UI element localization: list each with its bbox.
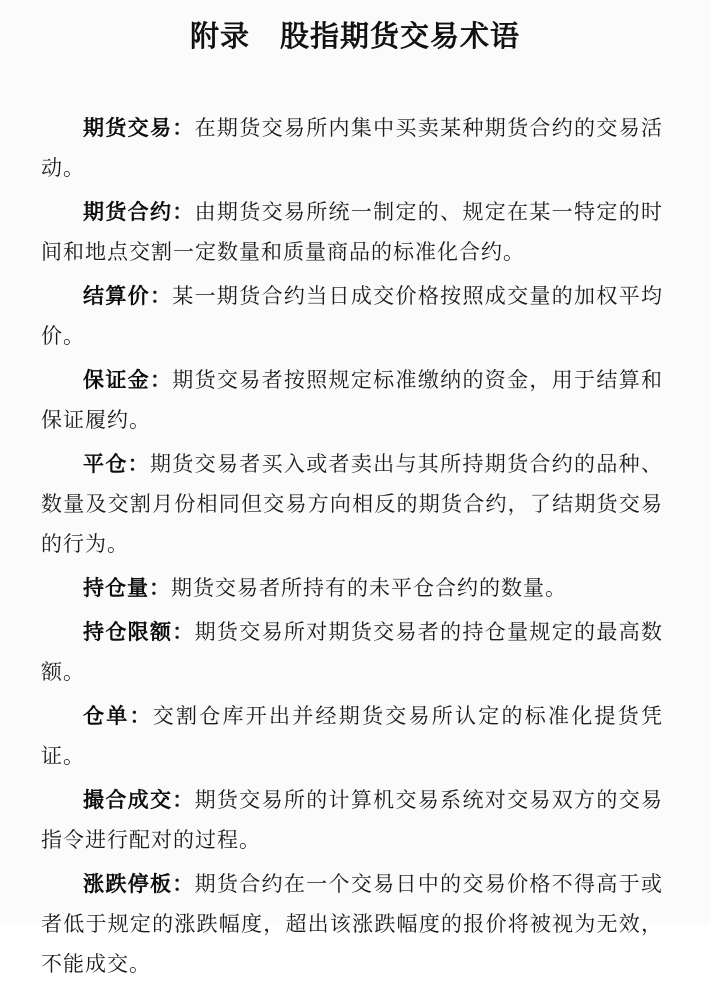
glossary-entry: [41, 192, 663, 272]
glossary-entry: [41, 444, 663, 564]
term-separator: ：: [149, 576, 171, 600]
glossary-entry: [41, 864, 663, 984]
term-separator: ：: [129, 704, 153, 728]
glossary-definition: 期货合约在一个交易日中的交易价格不得高于或者低于规定的涨跌幅度，超出该涨跌幅度的报价将被视为无效，不能成交。: [41, 872, 664, 976]
term-separator: ：: [172, 116, 195, 140]
glossary-definition: 交割仓库开出并经期货交易所认定的标准化提货凭证。: [41, 704, 663, 768]
page-title: 附录 股指期货交易术语: [189, 19, 520, 53]
glossary-term: 撮合成交: [83, 788, 173, 812]
glossary-definition: 在期货交易所内集中买卖某种期货合约的交易活动。: [41, 116, 664, 180]
glossary-definition: 某一期货合约当日成交价格按照成交量的加权平均价。: [41, 284, 664, 348]
glossary-term: 期货合约: [83, 200, 173, 224]
glossary-entry: [41, 108, 663, 188]
term-separator: ：: [149, 284, 173, 308]
term-separator: ：: [127, 452, 150, 476]
glossary-term: 期货交易: [83, 116, 173, 140]
glossary-entry: [41, 612, 663, 692]
term-separator: ：: [172, 620, 195, 644]
glossary-term: 持仓量: [83, 576, 149, 600]
glossary-definition: 由期货交易所统一制定的、规定在某一特定的时间和地点交割一定数量和质量商品的标准化合约。: [41, 200, 664, 264]
term-separator: ：: [172, 200, 195, 224]
glossary-definition: 期货交易所的计算机交易系统对交易双方的交易指令进行配对的过程。: [41, 788, 664, 852]
glossary-definition: 期货交易者按照规定标准缴纳的资金，用于结算和保证履约。: [41, 368, 664, 432]
glossary-entry: [41, 360, 663, 440]
glossary-term: 仓单: [83, 704, 130, 728]
glossary-entry: [41, 780, 663, 860]
term-separator: ：: [149, 368, 173, 392]
glossary-entry: [41, 696, 663, 776]
glossary-term: 持仓限额: [83, 620, 173, 644]
glossary-definition: 期货交易所对期货交易者的持仓量规定的最高数额。: [41, 620, 664, 684]
glossary-list: [41, 108, 663, 988]
term-separator: ：: [172, 872, 195, 896]
glossary-entry: [41, 568, 663, 608]
term-separator: ：: [172, 788, 195, 812]
glossary-definition: 期货交易者买入或者卖出与其所持期货合约的品种、数量及交割月份相同但交易方向相反的期货合约，了结期货交易的行为。: [41, 452, 664, 556]
glossary-definition: 期货交易者所持有的未平仓合约的数量。: [171, 576, 567, 600]
glossary-term: 平仓: [83, 452, 128, 476]
glossary-entry: [41, 276, 663, 356]
glossary-term: 涨跌停板: [83, 872, 173, 896]
glossary-term: 保证金: [83, 368, 150, 392]
glossary-term: 结算价: [83, 284, 150, 308]
